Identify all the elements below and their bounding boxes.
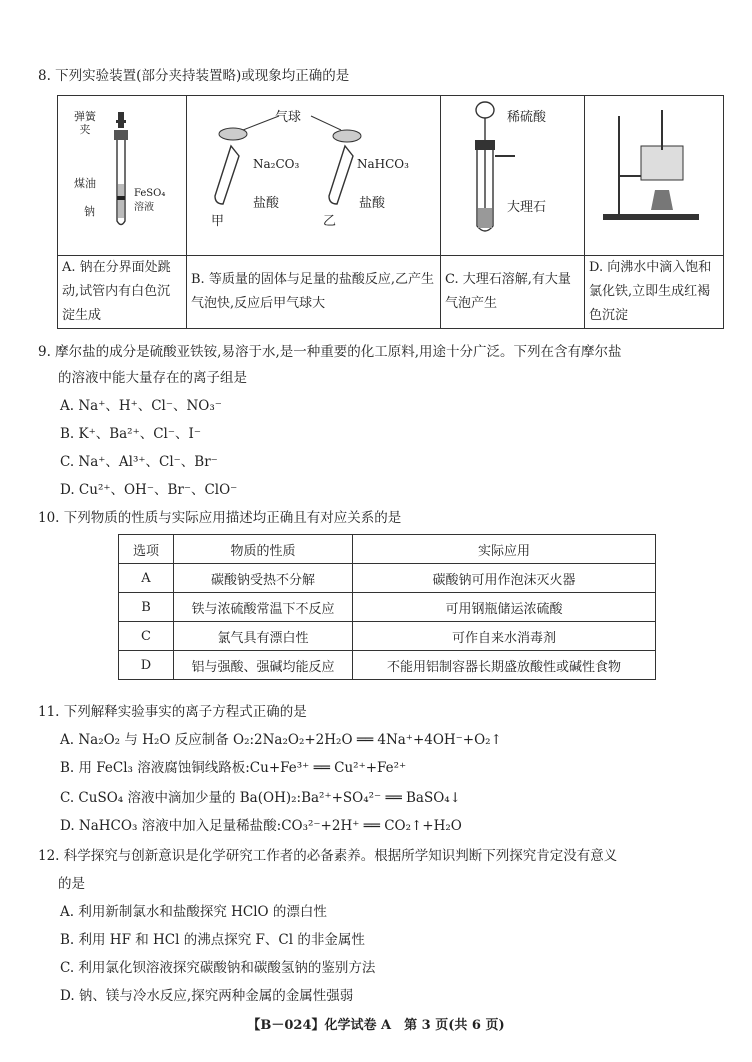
q8-option-c: C. 大理石溶解,有大量气泡产生 xyxy=(441,256,585,329)
page-footer: 【B－024】化学试卷 A 第 3 页(共 6 页) xyxy=(247,1018,505,1033)
label-dilute-acid: 稀硫酸 xyxy=(507,110,547,125)
q8-table xyxy=(57,95,724,329)
q10-cell: 碳酸钠可用作泡沫灭火器 xyxy=(353,564,656,593)
q12-stem-1: 12. 科学探究与创新意识是化学研究工作者的必备素养。根据所学知识判断下列探究肯定没有意义 xyxy=(38,848,618,864)
table-row xyxy=(119,622,656,651)
q10-cell: 可用钢瓶储运浓硫酸 xyxy=(353,593,656,622)
q9-stem-1: 9. 摩尔盐的成分是硫酸亚铁铵,易溶于水,是一种重要的化工原料,用途十分广泛。下列在含有摩尔盐 xyxy=(38,344,622,360)
q10-cell: 不能用铝制容器长期盛放酸性或碱性食物 xyxy=(353,651,656,680)
label-hcl-a: 盐酸 xyxy=(253,196,280,211)
label-nahco3: NaHCO₃ xyxy=(357,157,409,171)
q8-option-b: B. 等质量的固体与足量的盐酸反应,乙产生气泡快,反应后甲气球大 xyxy=(187,256,441,329)
q11-option-a: A. Na₂O₂ 与 H₂O 反应制备 O₂:2Na₂O₂+2H₂O ══ 4Na⁺+4OH⁻+O₂↑ xyxy=(60,732,502,748)
q9-option-c: C. Na⁺、Al³⁺、Cl⁻、Br⁻ xyxy=(60,454,218,470)
q9-option-d: D. Cu²⁺、OH⁻、Br⁻、ClO⁻ xyxy=(60,482,238,498)
label-yi: 乙 xyxy=(323,214,337,229)
q10-cell: D xyxy=(119,651,174,680)
label-solution: 溶液 xyxy=(134,202,154,213)
q8-option-d: D. 向沸水中滴入饱和氯化铁,立即生成红褐色沉淀 xyxy=(585,256,724,329)
q10-stem: 10. 下列物质的性质与实际应用描述均正确且有对应关系的是 xyxy=(38,510,402,526)
table-row xyxy=(119,593,656,622)
q10-cell: 铝与强酸、强碱均能反应 xyxy=(174,651,353,680)
q10-header-application: 实际应用 xyxy=(353,535,656,564)
q12-option-c: C. 利用氯化钡溶液探究碳酸钠和碳酸氢钠的鉴别方法 xyxy=(60,960,376,976)
q12-stem-2: 的是 xyxy=(58,876,85,892)
q12-option-b: B. 利用 HF 和 HCl 的沸点探究 F、Cl 的非金属性 xyxy=(60,932,365,948)
q10-cell: 可作自来水消毒剂 xyxy=(353,622,656,651)
label-clamp: 弹簧夹 xyxy=(74,110,96,136)
q8-image-b xyxy=(187,96,441,256)
q11-option-d: D. NaHCO₃ 溶液中加入足量稀盐酸:CO₃²⁻+2H⁺ ══ CO₂↑+H₂O xyxy=(60,818,462,834)
q12-option-d: D. 钠、镁与冷水反应,探究两种金属的金属性强弱 xyxy=(60,988,354,1004)
label-kerosene: 煤油 xyxy=(74,177,96,190)
table-row xyxy=(119,651,656,680)
q9-stem-2: 的溶液中能大量存在的离子组是 xyxy=(58,370,247,386)
label-na2co3: Na₂CO₃ xyxy=(253,157,300,171)
beaker-stand-icon xyxy=(589,106,719,236)
q9-option-a: A. Na⁺、H⁺、Cl⁻、NO₃⁻ xyxy=(60,398,222,414)
q10-table xyxy=(118,534,656,680)
label-jia: 甲 xyxy=(211,214,225,229)
q11-stem: 11. 下列解释实验事实的离子方程式正确的是 xyxy=(38,704,307,720)
q8-option-a: A. 钠在分界面处跳动,试管内有白色沉淀生成 xyxy=(58,256,187,329)
label-sodium: 钠 xyxy=(84,205,95,218)
q10-cell: B xyxy=(119,593,174,622)
q9-option-b: B. K⁺、Ba²⁺、Cl⁻、I⁻ xyxy=(60,426,201,442)
q8-image-d xyxy=(585,96,724,256)
q8-image-a xyxy=(58,96,187,256)
q10-header-option: 选项 xyxy=(119,535,174,564)
label-feso4: FeSO₄ xyxy=(134,188,166,199)
q10-cell: C xyxy=(119,622,174,651)
table-row xyxy=(119,564,656,593)
q10-header-property: 物质的性质 xyxy=(174,535,353,564)
q12-option-a: A. 利用新制氯水和盐酸探究 HClO 的漂白性 xyxy=(60,904,327,920)
q8-stem: 8. 下列实验装置(部分夹持装置略)或现象均正确的是 xyxy=(38,68,350,84)
q10-cell: 铁与浓硫酸常温下不反应 xyxy=(174,593,353,622)
label-hcl-b: 盐酸 xyxy=(359,196,386,211)
q11-option-b: B. 用 FeCl₃ 溶液腐蚀铜线路板:Cu+Fe³⁺ ══ Cu²⁺+Fe²⁺ xyxy=(60,760,407,776)
q10-cell: 碳酸钠受热不分解 xyxy=(174,564,353,593)
q10-cell: A xyxy=(119,564,174,593)
q8-image-c xyxy=(441,96,585,256)
q10-cell: 氯气具有漂白性 xyxy=(174,622,353,651)
q11-option-c: C. CuSO₄ 溶液中滴加少量的 Ba(OH)₂:Ba²⁺+SO₄²⁻ ══ BaSO₄↓ xyxy=(60,790,461,806)
label-balloon: 气球 xyxy=(275,110,302,125)
label-marble: 大理石 xyxy=(507,200,547,215)
